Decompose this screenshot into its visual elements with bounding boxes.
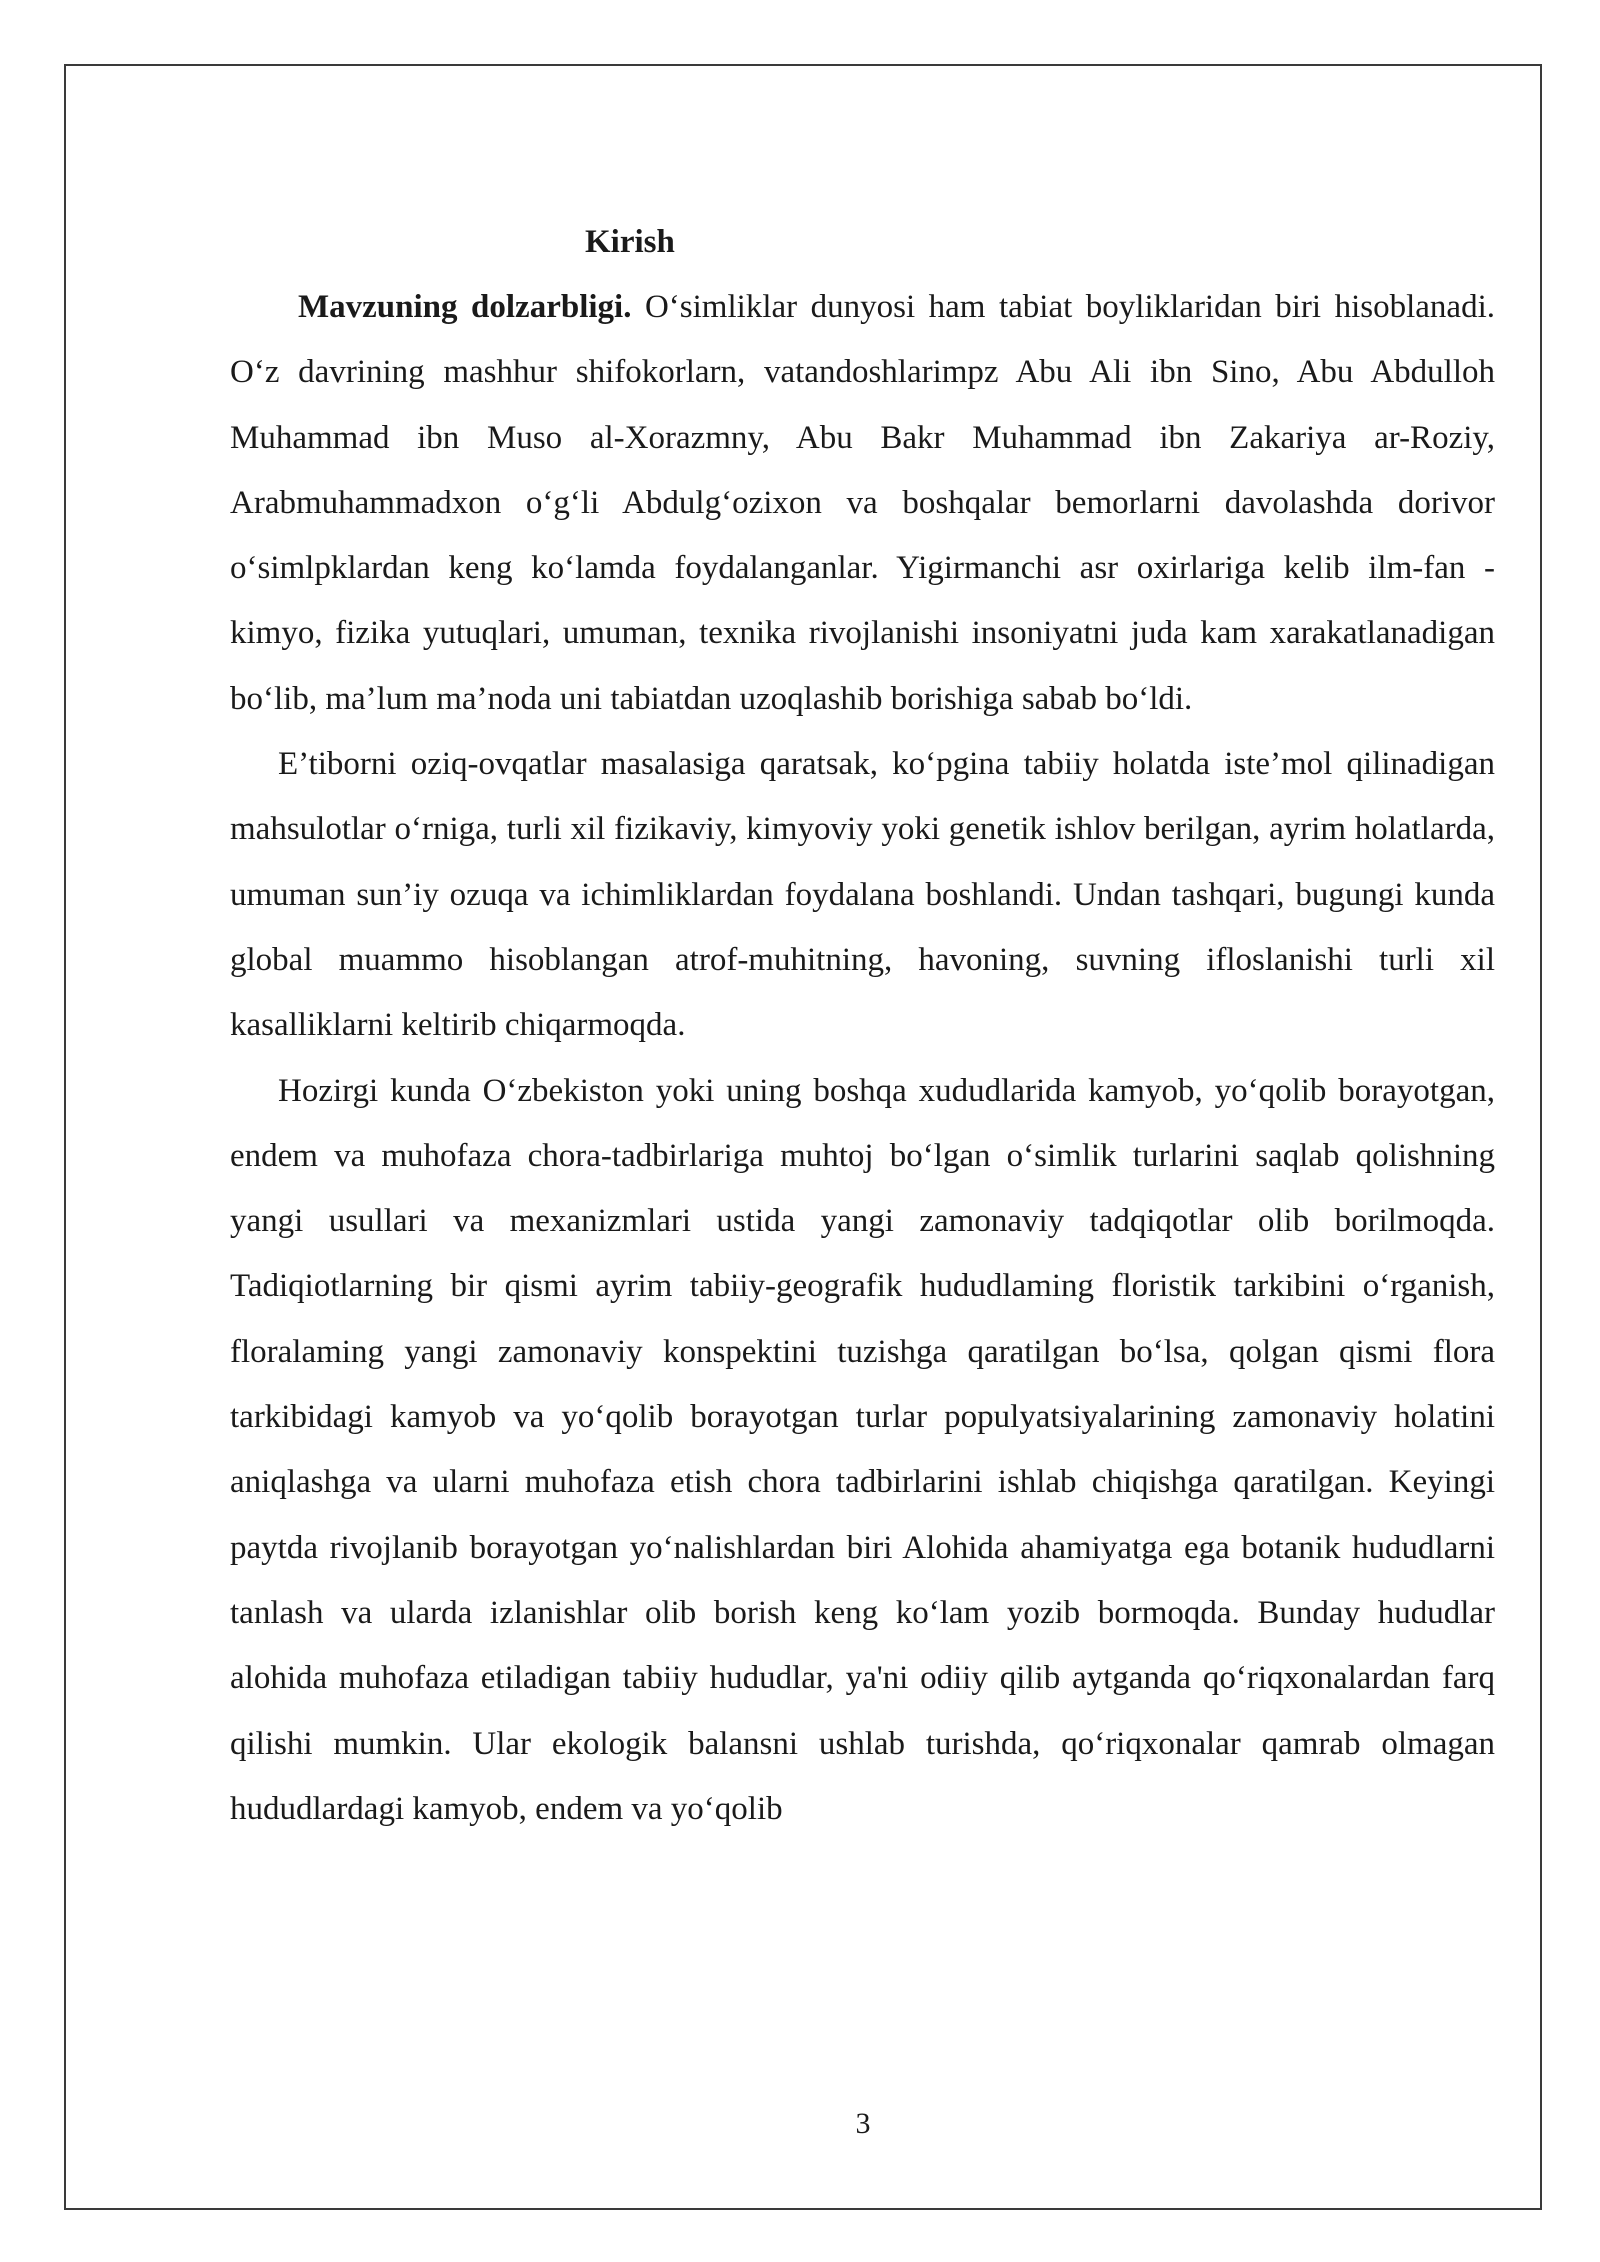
page-content bbox=[230, 210, 1495, 1842]
section-heading: Kirish bbox=[585, 224, 675, 260]
page-number: 3 bbox=[855, 2107, 871, 2140]
intro-text: O‘simliklar dunyosi ham tabiat boyliklaridan biri hisoblanadi. O‘z davrining mashhur shifokorlarn, vatandoshlarimpz Abu Ali ibn Sino, Abu Abdulloh Muhammad ibn Muso al-Xorazmny, Abu Bakr Muhammad ibn Zakariya ar-Roziy, Arabmuhammadxon o‘g‘li Abdulg‘ozixon va boshqalar bemorlarni davolashda dorivor o‘simlpklardan keng ko‘lamda foydalanganlar. Yigirmanchi asr oxirlariga kelib ilm-fan - kimyo, fizika yutuqlari, umuman, texnika rivojlanishi insoniyatni juda kam xarakatlanadigan bo‘lib, ma’lum ma’noda uni tabiatdan uzoqlashib borishiga sabab bo‘ldi. bbox=[230, 289, 1495, 717]
paragraph-intro bbox=[230, 275, 1495, 732]
paragraph-2: E’tiborni oziq-ovqatlar masalasiga qaratsak, ko‘pgina tabiiy holatda iste’mol qilinadigan mahsulotlar o‘rniga, turli xil fizikaviy, kimyoviy yoki genetik ishlov berilgan, ayrim holatlarda, umuman sun’iy ozuqa va ichimliklardan foydalana boshlandi. Undan tashqari, bugungi kunda global muammo hisoblangan atrof-muhitning, havoning, suvning ifloslanishi turli xil kasalliklarni keltirib chiqarmoqda. bbox=[230, 746, 1495, 1044]
paragraph-3: Hozirgi kunda O‘zbekiston yoki uning boshqa xududlarida kamyob, yo‘qolib borayotgan, endem va muhofaza chora-tadbirlariga muhtoj bo‘lgan o‘simlik turlarini saqlab qolishning yangi usullari va mexanizmlari ustida yangi zamonaviy tadqiqotlar olib borilmoqda. Tadiqiotlarning bir qismi ayrim tabiiy-geografik hududlaming floristik tarkibini o‘rganish, floralaming yangi zamonaviy konspektini tuzishga qaratilgan bo‘lsa, qolgan qismi flora tarkibidagi kamyob va yo‘qolib borayotgan turlar populyatsiyalarining zamonaviy holatini aniqlashga va ularni muhofaza etish chora tadbirlarini ishlab chiqishga qaratilgan. Keyingi paytda rivojlanib borayotgan yo‘nalishlardan biri Alohida ahamiyatga ega botanik hududlarni tanlash va ularda izlanishlar olib borish keng ko‘lam yozib bormoqda. Bunday hududlar alohida muhofaza etiladigan tabiiy hududlar, ya'ni odiiy qilib aytganda qo‘riqxonalardan farq qilishi mumkin. Ular ekologik balansni ushlab turishda, qo‘riqxonalar qamrab olmagan hududlardagi kamyob, endem va yo‘qolib bbox=[230, 1072, 1495, 1827]
intro-lead-bold: Mavzuning dolzarbligi. bbox=[298, 289, 632, 325]
